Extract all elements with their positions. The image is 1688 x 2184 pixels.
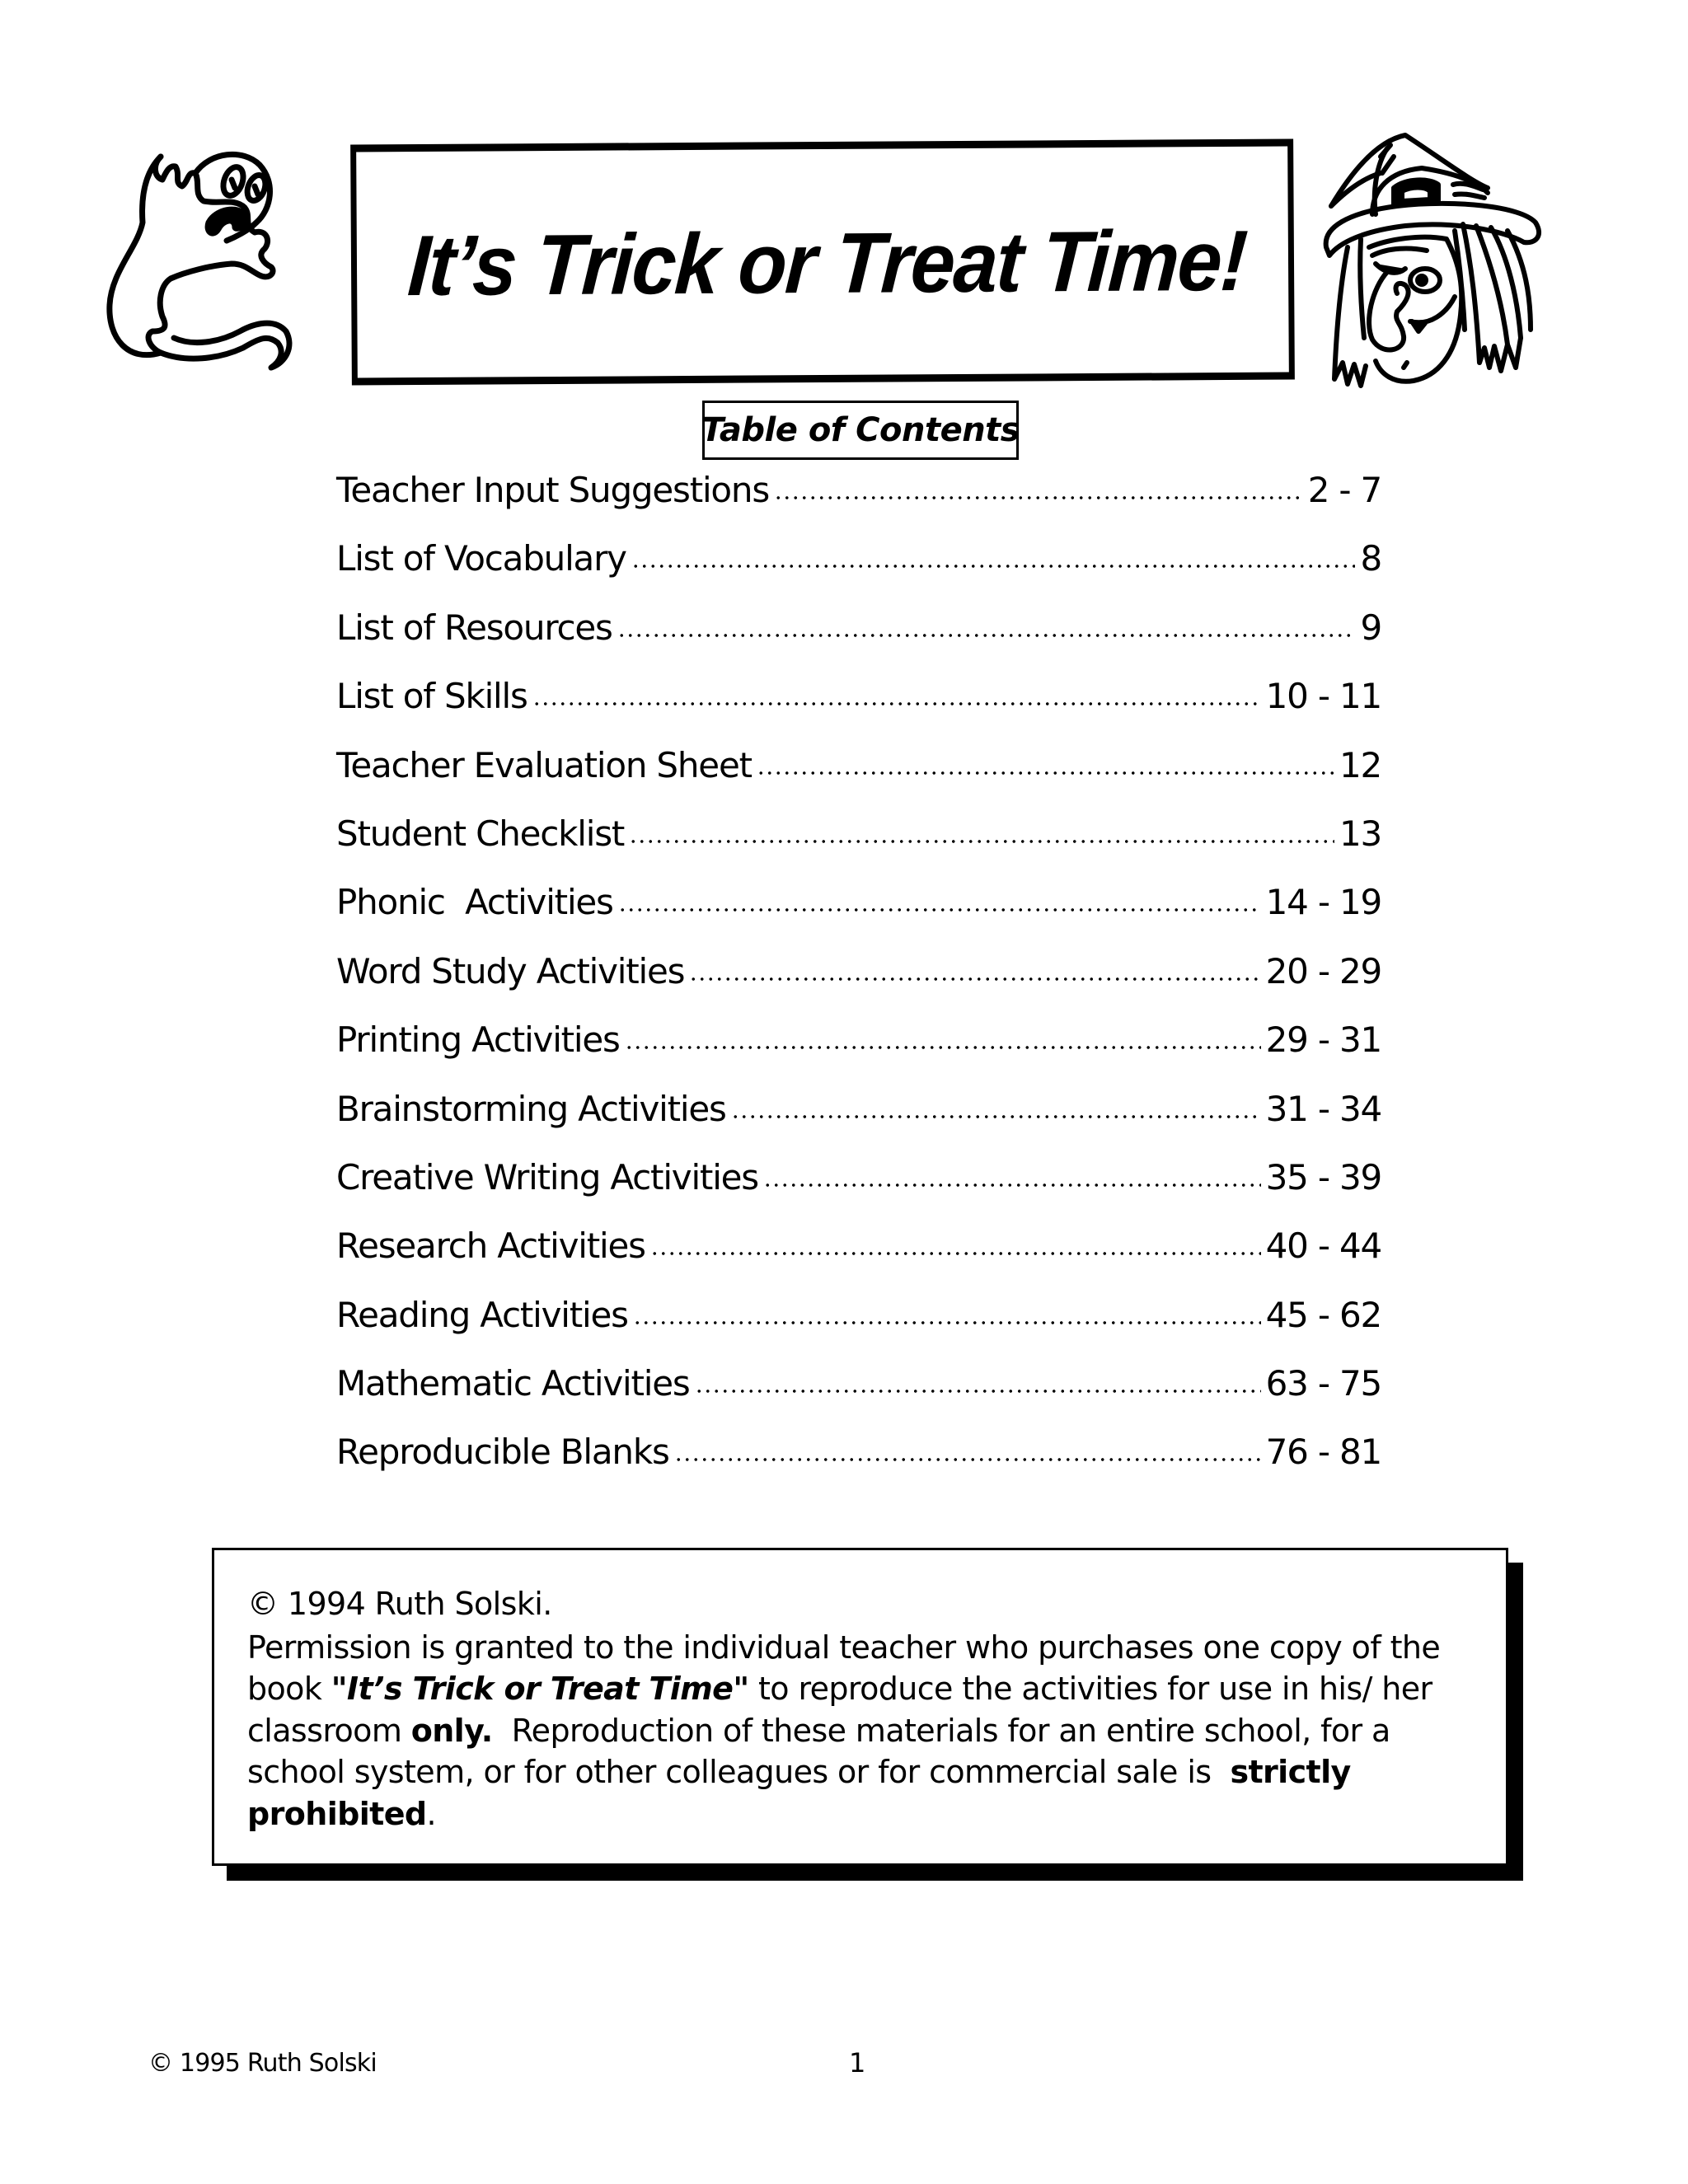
toc-entry-pages: 10 - 11 — [1265, 676, 1381, 717]
toc-entry-pages: 45 - 62 — [1265, 1294, 1381, 1335]
book-title: It’s Trick or Treat Time! — [405, 213, 1249, 314]
toc-entry — [336, 745, 1381, 813]
toc-entry-label: Student Checklist — [336, 813, 625, 854]
ghost-icon — [95, 140, 342, 387]
page-number: 1 — [849, 2047, 866, 2079]
dot-leader — [774, 495, 1303, 500]
toc-entry-pages: 40 - 44 — [1265, 1226, 1381, 1267]
dot-leader — [757, 771, 1334, 776]
toc-entry — [336, 470, 1381, 538]
toc-entry — [336, 1295, 1381, 1363]
toc-entry-label: Research Activities — [336, 1226, 645, 1267]
toc-entry — [336, 1226, 1381, 1294]
toc-entry — [336, 1019, 1381, 1088]
toc-entry — [336, 951, 1381, 1019]
toc-entry-label: List of Resources — [336, 607, 612, 648]
title-banner — [350, 139, 1295, 386]
toc-entry-label: Reading Activities — [336, 1294, 628, 1335]
toc-entry — [336, 882, 1381, 950]
toc-entry-label: Teacher Input Suggestions — [336, 470, 770, 510]
table-of-contents — [336, 470, 1381, 1501]
toc-entry — [336, 538, 1381, 607]
toc-entry-label: Creative Writing Activities — [336, 1156, 758, 1197]
dot-leader — [618, 907, 1261, 912]
toc-entry — [336, 607, 1381, 676]
toc-entry-pages: 8 — [1360, 538, 1381, 579]
notice-copyright: © 1994 Ruth Solski. — [247, 1586, 552, 1622]
dot-leader — [695, 1389, 1261, 1394]
notice-text-part3: Reproduction of these materials for an entire school, for a school system, or for other colleagues or for commercial sale is — [247, 1712, 1400, 1790]
toc-entry-label: Phonic Activities — [336, 882, 613, 923]
dot-leader — [532, 701, 1261, 706]
toc-entry-label: Printing Activities — [336, 1019, 620, 1061]
toc-entry-pages: 76 - 81 — [1265, 1432, 1381, 1473]
dot-leader — [617, 633, 1356, 638]
toc-entry-pages: 12 — [1339, 744, 1381, 785]
toc-entry — [336, 1157, 1381, 1226]
toc-entry — [336, 1363, 1381, 1432]
dot-leader — [629, 839, 1334, 844]
toc-entry — [336, 1089, 1381, 1157]
toc-entry-pages: 63 - 75 — [1265, 1363, 1381, 1404]
notice-book-title: "It’s Trick or Treat Time" — [331, 1671, 749, 1707]
notice-permission-text — [247, 1627, 1473, 1835]
dot-leader — [763, 1183, 1261, 1188]
dot-leader — [731, 1114, 1261, 1119]
witch-icon — [1315, 124, 1578, 396]
toc-entry-label: Teacher Evaluation Sheet — [336, 744, 752, 785]
notice-strictly-prohibited: strictly prohibited — [247, 1754, 1351, 1832]
toc-entry-label: Brainstorming Activities — [336, 1088, 726, 1129]
toc-entry-pages: 13 — [1339, 813, 1381, 854]
copyright-notice-box — [212, 1548, 1508, 1866]
notice-only: only. — [410, 1712, 493, 1749]
toc-entry-pages: 14 - 19 — [1265, 882, 1381, 923]
toc-entry-label: Word Study Activities — [336, 950, 685, 991]
toc-entry — [336, 1432, 1381, 1500]
toc-heading — [702, 401, 1019, 460]
toc-entry-pages: 31 - 34 — [1265, 1088, 1381, 1129]
notice-text-part1: Permission is granted to the individual teacher who purchases one copy of the book — [247, 1629, 1441, 1707]
toc-entry — [336, 676, 1381, 744]
dot-leader — [633, 1320, 1261, 1325]
toc-entry-pages: 35 - 39 — [1265, 1156, 1381, 1197]
dot-leader — [650, 1251, 1261, 1256]
dot-leader — [631, 564, 1356, 569]
notice-end: . — [426, 1795, 436, 1832]
toc-entry-label: Reproducible Blanks — [336, 1432, 669, 1473]
dot-leader — [689, 977, 1260, 982]
toc-entry-label: List of Vocabulary — [336, 538, 626, 579]
toc-entry-pages: 2 - 7 — [1307, 470, 1381, 510]
footer-copyright: © 1995 Ruth Solski — [148, 2049, 377, 2078]
dot-leader — [674, 1457, 1261, 1462]
notice-text-part2: to reproduce the activities for use in his/ her classroom — [247, 1671, 1432, 1749]
dot-leader — [625, 1045, 1261, 1050]
toc-entry-pages: 29 - 31 — [1265, 1019, 1381, 1061]
toc-entry — [336, 813, 1381, 882]
toc-entry-pages: 9 — [1360, 607, 1381, 648]
toc-entry-pages: 20 - 29 — [1265, 950, 1381, 991]
toc-entry-label: List of Skills — [336, 676, 528, 717]
toc-entry-label: Mathematic Activities — [336, 1363, 690, 1404]
toc-heading-label: Table of Contents — [701, 411, 1020, 449]
